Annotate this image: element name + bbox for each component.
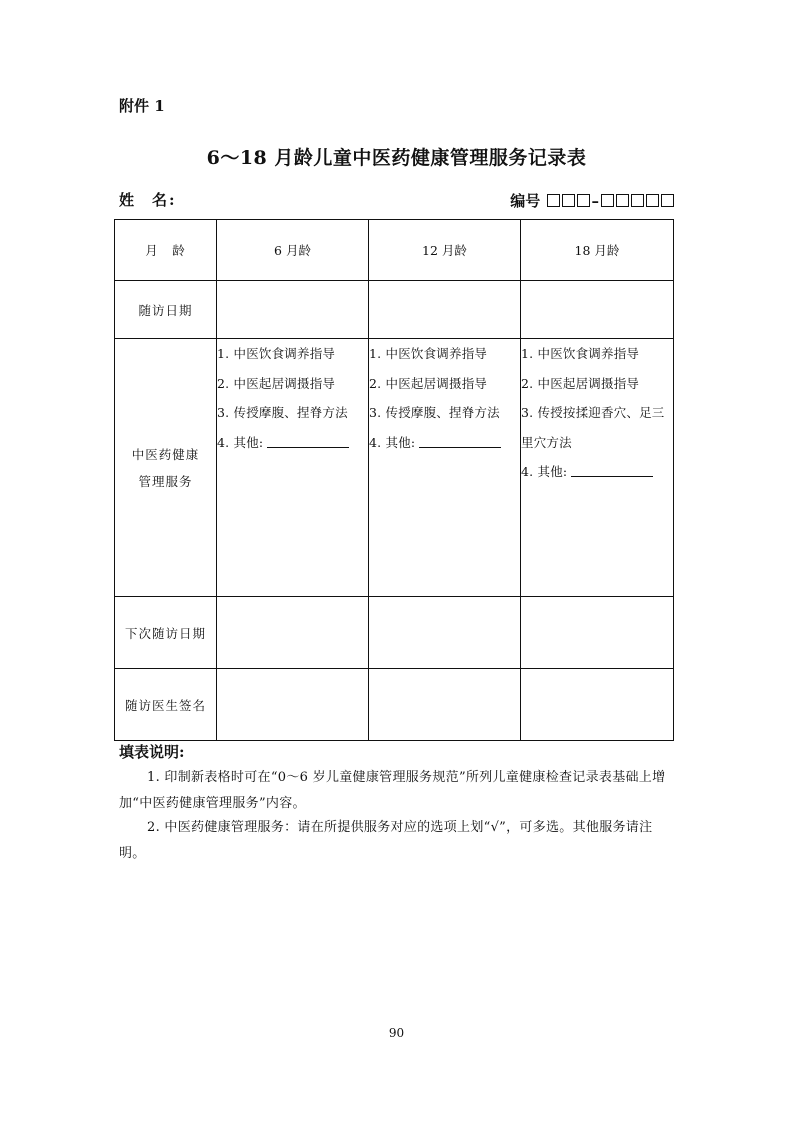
- service-option[interactable]: 2. 中医起居调摄指导: [369, 375, 488, 391]
- service-option[interactable]: 2. 中医起居调摄指导: [217, 375, 336, 391]
- serial-box[interactable]: [562, 194, 575, 207]
- attachment-label: 附件 1: [119, 97, 165, 115]
- service-option[interactable]: 1. 中医饮食调养指导: [217, 346, 336, 361]
- serial-box[interactable]: [577, 194, 590, 207]
- row-label-visit-date: 随访日期: [115, 281, 217, 339]
- row-label-doctor-sign: 随访医生签名: [115, 669, 217, 741]
- record-table: [114, 219, 674, 741]
- age-header-18: 18 月龄: [521, 220, 674, 281]
- doctor-sign-cell-6[interactable]: [217, 669, 369, 741]
- service-option[interactable]: 3. 传授摩腹、捏脊方法: [369, 405, 500, 420]
- service-option-other[interactable]: [217, 428, 368, 458]
- name-field-label: [119, 189, 177, 210]
- serial-box[interactable]: [631, 194, 644, 207]
- visit-date-cell-12[interactable]: [369, 281, 521, 339]
- serial-dash: –: [591, 192, 599, 210]
- doctor-sign-cell-18[interactable]: [521, 669, 674, 741]
- service-option[interactable]: 1. 中医饮食调养指导: [369, 346, 488, 361]
- serial-box[interactable]: [601, 194, 614, 207]
- service-option[interactable]: 3. 传授摩腹、捏脊方法: [217, 405, 348, 420]
- table-row-doctor-sign: [115, 669, 674, 741]
- serial-box[interactable]: [646, 194, 659, 207]
- doctor-sign-cell-12[interactable]: [369, 669, 521, 741]
- service-option[interactable]: 2. 中医起居调摄指导: [521, 375, 640, 391]
- row-label-next-visit: 下次随访日期: [115, 597, 217, 669]
- row-label-age: 月 龄: [115, 220, 217, 281]
- services-cell-18: [521, 339, 674, 597]
- visit-date-cell-18[interactable]: [521, 281, 674, 339]
- age-header-6: 6 月龄: [217, 220, 369, 281]
- serial-box[interactable]: [547, 194, 560, 207]
- service-option-other[interactable]: [521, 457, 673, 487]
- other-blank-line[interactable]: [267, 435, 349, 448]
- other-blank-line[interactable]: [571, 464, 653, 477]
- row-label-services: [115, 339, 217, 597]
- serial-label: 编号: [510, 192, 541, 210]
- page-number: 90: [388, 1026, 405, 1040]
- other-label: 4. 其他:: [521, 464, 568, 479]
- service-option-other[interactable]: [369, 428, 520, 458]
- serial-box[interactable]: [616, 194, 629, 207]
- other-label: 4. 其他:: [369, 434, 416, 450]
- table-row-next-visit: [115, 597, 674, 669]
- name-label-part2: 名:: [152, 191, 177, 209]
- next-visit-cell-18[interactable]: [521, 597, 674, 669]
- table-row-visit-date: [115, 281, 674, 339]
- services-cell-12: [369, 339, 521, 597]
- services-cell-6: [217, 339, 369, 597]
- notes-title: 填表说明:: [119, 743, 185, 761]
- note-item: 2. 中医药健康管理服务：请在所提供服务对应的选项上划“√”，可多选。其他服务请注明。: [119, 820, 653, 861]
- service-option[interactable]: 1. 中医饮食调养指导: [521, 346, 640, 361]
- next-visit-cell-6[interactable]: [217, 597, 369, 669]
- serial-number: [510, 190, 675, 211]
- table-row-age: [115, 220, 674, 281]
- row-label-services-line2: 管理服务: [138, 473, 193, 489]
- form-title: 6～18 月龄儿童中医药健康管理服务记录表: [206, 147, 587, 169]
- service-option[interactable]: 3. 传授按揉迎香穴、足三里穴方法: [521, 405, 665, 450]
- row-label-services-line1: 中医药健康: [131, 446, 200, 462]
- name-label-part1: 姓: [119, 191, 137, 209]
- other-blank-line[interactable]: [419, 435, 501, 448]
- other-label: 4. 其他:: [217, 434, 264, 450]
- next-visit-cell-12[interactable]: [369, 597, 521, 669]
- table-row-services: [115, 339, 674, 597]
- note-item: 1. 印制新表格时可在“0～6 岁儿童健康管理服务规范”所列儿童健康检查记录表基础上增加“中医药健康管理服务”内容。: [119, 770, 666, 811]
- visit-date-cell-6[interactable]: [217, 281, 369, 339]
- age-header-12: 12 月龄: [369, 220, 521, 281]
- serial-box[interactable]: [661, 194, 674, 207]
